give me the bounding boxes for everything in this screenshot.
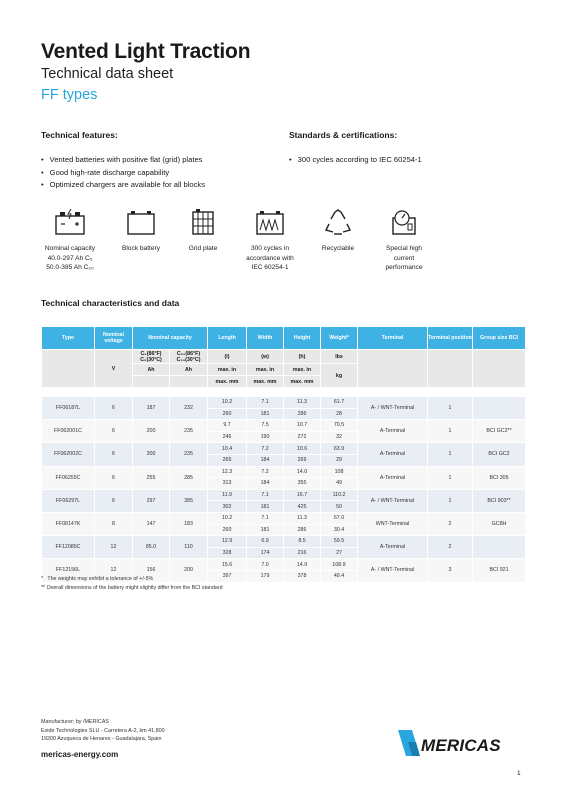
- cell-height-in: 8.5: [284, 536, 321, 548]
- cell-weight-lbs: 63.9: [321, 443, 358, 455]
- unit-mm: max. mm: [208, 376, 247, 388]
- cell-width-in: 7.1: [247, 512, 284, 524]
- cell-terminal: WNT-Terminal: [358, 512, 428, 535]
- cell-width-in: 6.9: [247, 536, 284, 548]
- cell-c5: 187: [133, 397, 170, 420]
- cell-group-size: BCI GC2**: [473, 420, 526, 443]
- table-heading: Technical characteristics and data: [41, 298, 180, 308]
- grid-plate-icon: [190, 208, 216, 236]
- col-type: Type: [42, 327, 95, 350]
- cell-terminal: A-Terminal: [358, 443, 428, 466]
- cell-weight-lbs: 61.7: [321, 397, 358, 409]
- col-voltage: Nominal voltage: [95, 327, 133, 350]
- cell-voltage: 6: [95, 489, 133, 512]
- col-group-size: Group size BCI: [473, 327, 526, 350]
- table-row: [42, 536, 526, 548]
- cell-weight-lbs: 59.5: [321, 536, 358, 548]
- unit-in: max. in: [284, 364, 321, 376]
- cell-type: FF12156L: [42, 559, 95, 582]
- cell-height-mm: 286: [284, 524, 321, 536]
- cell-group-size: BCI 903**: [473, 489, 526, 512]
- cell-width-mm: 179: [247, 570, 284, 582]
- cell-length-in: 10.2: [208, 397, 247, 409]
- cell-c20: 285: [170, 466, 208, 489]
- cell-voltage: 12: [95, 536, 133, 559]
- cell-type: FF06297L: [42, 489, 95, 512]
- cell-c5: 85.0: [133, 536, 170, 559]
- cell-width-in: 7.1: [247, 489, 284, 501]
- cell-height-in: 11.3: [284, 512, 321, 524]
- cell-type: FF08147K: [42, 512, 95, 535]
- cell-width-in: 7.1: [247, 397, 284, 409]
- cycles-icon: [255, 208, 285, 236]
- feature-block-battery: Block battery: [106, 208, 176, 254]
- cell-c20: 200: [170, 559, 208, 582]
- features-heading: Technical features:: [41, 130, 118, 140]
- cell-length-mm: 260: [208, 408, 247, 420]
- table-row: [42, 443, 526, 455]
- product-types: FF types: [41, 87, 98, 103]
- cell-terminal-position: 3: [428, 559, 473, 582]
- cell-terminal: A-Terminal: [358, 536, 428, 559]
- website-link[interactable]: mericas-energy.com: [41, 750, 119, 759]
- list-item: • 300 cycles according to IEC 60254-1: [289, 154, 422, 167]
- unit-ah: Ah: [133, 364, 170, 376]
- manufacturer-info: Manufacturer: by /MERICAS Exide Technologies SLU - Carretera A-2, km 41,800 19200 Azuqueca de Henares - Guadalajara, Spain: [41, 719, 165, 742]
- cell-c20: 235: [170, 420, 208, 443]
- cell-length-in: 12.9: [208, 536, 247, 548]
- cell-length-mm: 246: [208, 431, 247, 443]
- cell-weight-kg: 30.4: [321, 524, 358, 536]
- cell-width-in: 7.5: [247, 420, 284, 432]
- logo-text: MERICAS: [421, 736, 501, 755]
- cell-terminal-position: 1: [428, 443, 473, 466]
- cell-terminal-position: 2: [428, 512, 473, 535]
- cell-type: FF06255C: [42, 466, 95, 489]
- table-body: [42, 397, 526, 583]
- standards-list: [289, 154, 422, 167]
- cell-weight-kg: 32: [321, 431, 358, 443]
- cell-height-in: 10.6: [284, 443, 321, 455]
- footnotes: * The weights may exhibit a tolerance of +/-5% ** Overall dimensions of the battery might slightly differ from the BCI standard: [41, 576, 223, 591]
- table-row: [42, 420, 526, 432]
- cell-weight-lbs: 110.2: [321, 489, 358, 501]
- cell-length-in: 15.6: [208, 559, 247, 571]
- cell-height-mm: 425: [284, 501, 321, 513]
- recyclable-icon: [323, 208, 353, 236]
- cell-terminal: A- / WNT-Terminal: [358, 559, 428, 582]
- unit-in: max. in: [208, 364, 247, 376]
- cell-length-in: 9.7: [208, 420, 247, 432]
- cell-height-in: 10.7: [284, 420, 321, 432]
- cell-width-mm: 184: [247, 478, 284, 490]
- cell-weight-lbs: 70.5: [321, 420, 358, 432]
- feature-capacity: Nominal capacity 40.0-297 Ah C₅ 50.0-385 Ah C₂₀: [35, 208, 105, 273]
- cell-height-mm: 269: [284, 454, 321, 466]
- unit-ah: Ah: [170, 364, 208, 376]
- list-item: • Optimized chargers are available for all blocks: [41, 179, 205, 192]
- cell-width-in: 7.2: [247, 466, 284, 478]
- cell-length-mm: 302: [208, 501, 247, 513]
- cell-c20: 232: [170, 397, 208, 420]
- cell-width-in: 7.0: [247, 559, 284, 571]
- col-weight: Weight*: [321, 327, 358, 350]
- cell-weight-kg: 28: [321, 408, 358, 420]
- sub-c20: C₂₀(86°F) C₂₀(30°C): [170, 350, 208, 364]
- block-battery-icon: [126, 208, 156, 236]
- cell-c20: 385: [170, 489, 208, 512]
- cell-width-in: 7.2: [247, 443, 284, 455]
- list-item: • Vented batteries with positive flat (grid) plates: [41, 154, 205, 167]
- cell-group-size: [473, 397, 526, 420]
- cell-terminal: A-Terminal: [358, 466, 428, 489]
- cell-terminal-position: 1: [428, 397, 473, 420]
- cell-width-mm: 181: [247, 524, 284, 536]
- cell-width-mm: 181: [247, 501, 284, 513]
- cell-height-in: 16.7: [284, 489, 321, 501]
- unit-mm: max. mm: [247, 376, 284, 388]
- col-terminal: Terminal: [358, 327, 428, 350]
- col-length: Length: [208, 327, 247, 350]
- cell-c5: 156: [133, 559, 170, 582]
- cell-group-size: BCI GC2: [473, 443, 526, 466]
- cell-terminal-position: 1: [428, 466, 473, 489]
- cell-height-mm: 378: [284, 570, 321, 582]
- cell-height-in: 14.9: [284, 559, 321, 571]
- cell-group-size: GC8H: [473, 512, 526, 535]
- special-current-icon: [389, 208, 419, 236]
- cell-voltage: 8: [95, 512, 133, 535]
- cell-width-mm: 181: [247, 408, 284, 420]
- table-row: [42, 489, 526, 501]
- cell-height-mm: 286: [284, 408, 321, 420]
- cell-weight-kg: 29: [321, 454, 358, 466]
- cell-weight-lbs: 67.0: [321, 512, 358, 524]
- cell-group-size: BCI 921: [473, 559, 526, 582]
- cell-voltage: 6: [95, 466, 133, 489]
- unit-volt: V: [95, 350, 133, 388]
- cell-terminal-position: 1: [428, 489, 473, 512]
- cell-width-mm: 184: [247, 454, 284, 466]
- cell-group-size: [473, 536, 526, 559]
- cell-voltage: 12: [95, 559, 133, 582]
- features-list: [41, 154, 205, 192]
- col-width: Width: [247, 327, 284, 350]
- cell-terminal: A- / WNT-Terminal: [358, 397, 428, 420]
- page-number: 1: [517, 770, 521, 777]
- cell-length-in: 12.3: [208, 466, 247, 478]
- cell-length-mm: 260: [208, 524, 247, 536]
- col-terminal-position: Terminal position: [428, 327, 473, 350]
- feature-special-current: Special high current performance: [369, 208, 439, 273]
- table-row: [42, 512, 526, 524]
- sub-h: (h): [284, 350, 321, 364]
- standards-heading: Standards & certifications:: [289, 130, 398, 140]
- col-capacity: Nominal capacity: [133, 327, 208, 350]
- cell-height-mm: 216: [284, 547, 321, 559]
- feature-grid-plate: Grid plate: [168, 208, 238, 254]
- table-row: [42, 397, 526, 409]
- cell-width-mm: 190: [247, 431, 284, 443]
- cell-c5: 147: [133, 512, 170, 535]
- page-subtitle: Technical data sheet: [41, 66, 174, 82]
- cell-weight-lbs: 108.9: [321, 559, 358, 571]
- col-height: Height: [284, 327, 321, 350]
- table-row: [42, 466, 526, 478]
- cell-voltage: 6: [95, 397, 133, 420]
- technical-data-table: [41, 326, 526, 583]
- cell-weight-kg: 49: [321, 478, 358, 490]
- cell-height-in: 14.0: [284, 466, 321, 478]
- cell-length-in: 11.9: [208, 489, 247, 501]
- feature-recyclable: Recyclable: [303, 208, 373, 254]
- unit-kg: kg: [321, 364, 358, 388]
- cell-height-mm: 355: [284, 478, 321, 490]
- sub-c5: C₅(86°F) C₅(30°C): [133, 350, 170, 364]
- cell-weight-kg: 27: [321, 547, 358, 559]
- cell-height-mm: 272: [284, 431, 321, 443]
- cell-type: FF06187L: [42, 397, 95, 420]
- feature-cycles: 300 cycles in accordance with IEC 60254-1: [235, 208, 305, 273]
- cell-type: FF062002C: [42, 443, 95, 466]
- cell-terminal-position: 2: [428, 536, 473, 559]
- cell-c5: 297: [133, 489, 170, 512]
- cell-length-mm: 313: [208, 478, 247, 490]
- cell-weight-kg: 50: [321, 501, 358, 513]
- cell-terminal-position: 1: [428, 420, 473, 443]
- cell-c5: 200: [133, 443, 170, 466]
- cell-weight-lbs: 108: [321, 466, 358, 478]
- sub-w: (w): [247, 350, 284, 364]
- cell-voltage: 6: [95, 443, 133, 466]
- cell-type: FF062001C: [42, 420, 95, 443]
- page-title: Vented Light Traction: [41, 40, 251, 63]
- cell-length-mm: 397: [208, 570, 247, 582]
- cell-terminal: A- / WNT-Terminal: [358, 489, 428, 512]
- cell-length-in: 10.2: [208, 512, 247, 524]
- cell-c20: 235: [170, 443, 208, 466]
- cell-type: FF12085C: [42, 536, 95, 559]
- battery-capacity-icon: [54, 208, 86, 236]
- sub-l: (l): [208, 350, 247, 364]
- cell-length-mm: 328: [208, 547, 247, 559]
- cell-height-in: 11.3: [284, 397, 321, 409]
- cell-c5: 200: [133, 420, 170, 443]
- cell-group-size: BCI 305: [473, 466, 526, 489]
- table-row: [42, 559, 526, 571]
- cell-c5: 255: [133, 466, 170, 489]
- unit-in: max. in: [247, 364, 284, 376]
- list-item: • Good high-rate discharge capability: [41, 167, 205, 180]
- cell-terminal: A-Terminal: [358, 420, 428, 443]
- unit-mm: max. mm: [284, 376, 321, 388]
- cell-c20: 183: [170, 512, 208, 535]
- cell-weight-kg: 49.4: [321, 570, 358, 582]
- sub-lbs: lbs: [321, 350, 358, 364]
- cell-voltage: 6: [95, 420, 133, 443]
- cell-width-mm: 174: [247, 547, 284, 559]
- cell-length-mm: 265: [208, 454, 247, 466]
- cell-c20: 110: [170, 536, 208, 559]
- cell-length-in: 10.4: [208, 443, 247, 455]
